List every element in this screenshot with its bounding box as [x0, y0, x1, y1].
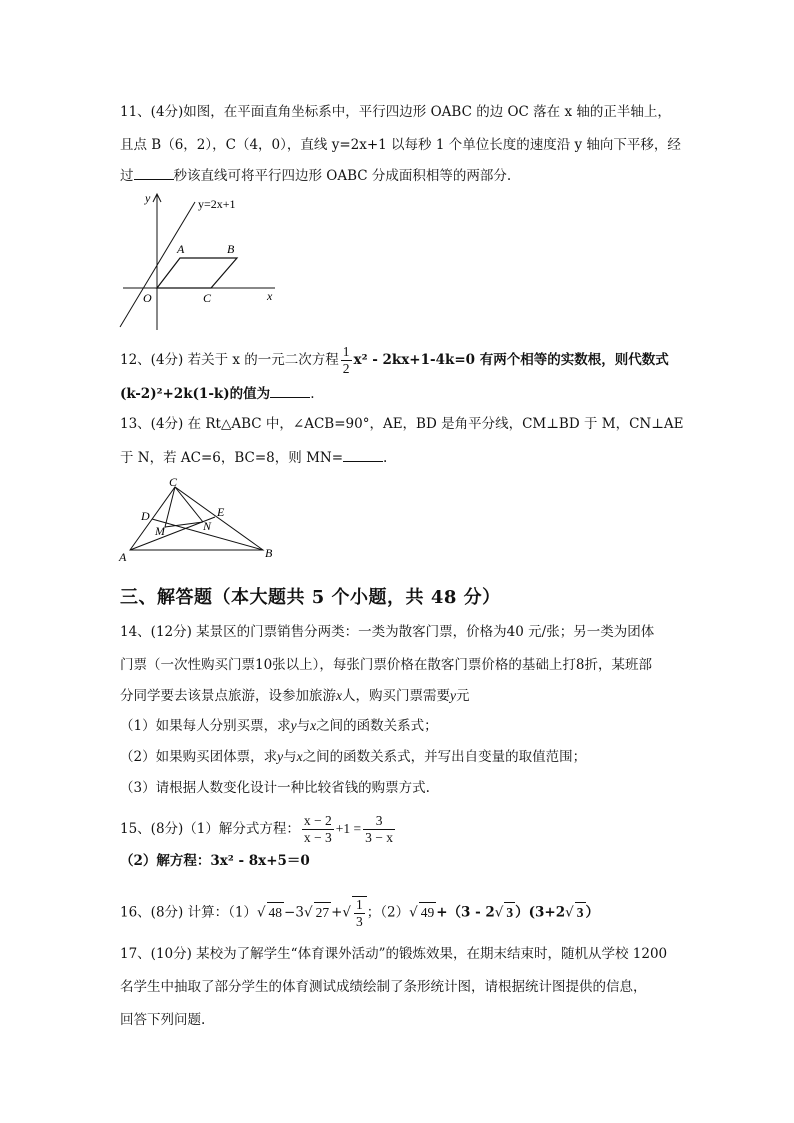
- fraction-3-over-3-minus-x: $\frac{3}{3 - x}$: [365, 813, 393, 845]
- radical-sign: √: [303, 904, 313, 921]
- q16-line-1: 16、(8分) 计算：（1）√ 48 −3√ 27 +√ $\frac{1}{3}$ ；（2）√ 49 +（3 - 2√ 3 ）(3+2√ 3 ）: [120, 897, 600, 929]
- fig13-point-n: N: [203, 519, 212, 533]
- section-3-heading: 三、解答题（本大题共 5 个小题，共 48 分）: [120, 587, 501, 608]
- q14-sub-2: （2）如果购买团体票，求y与x之间的函数关系式，并写出自变量的取值范围；: [120, 749, 587, 765]
- q14-line-2: 门票（一次性购买门票10张以上），每张门票价格在散客门票价格的基础上打8折，某班部: [120, 657, 653, 673]
- fig11-point-c: C: [203, 291, 212, 305]
- q11-figure-parallelogram: [115, 190, 285, 335]
- q17-line-3: 回答下列问题.: [120, 1012, 206, 1028]
- fig13-point-e: E: [217, 505, 225, 519]
- fig13-point-d: D: [141, 509, 150, 523]
- q11-line-2: 且点 B（6，2），C（4，0），直线 y=2x+1 以每秒 1 个单位长度的速度沿 y 轴向下平移，经: [120, 137, 681, 153]
- fig11-y-label: y: [145, 191, 151, 205]
- q13-line-1: 13、(4分) 在 Rt△ABC 中，∠ACB=90°，AE，BD 是角平分线，CM⊥BD 于 M，CN⊥AE: [120, 416, 684, 432]
- fraction-one-half: $\frac{1}{2}$: [342, 344, 350, 376]
- radical-sign: √: [565, 904, 574, 921]
- fig11-point-b: B: [227, 242, 235, 256]
- radical-sign: √: [342, 904, 351, 921]
- q15-line-2: （2）解方程：3x² - 8x+5＝0: [120, 853, 310, 869]
- fig13-point-a: A: [119, 550, 127, 564]
- triangle-abc: [130, 487, 263, 550]
- fig11-x-label: x: [267, 289, 273, 303]
- q14-line-1: 14、(12分) 某景区的门票销售分两类：一类为散客门票，价格为40 元/张；另一类为团体: [120, 624, 655, 640]
- radical-sign: √: [494, 904, 504, 921]
- q11-line-3: 过 秒该直线可将平行四边形 OABC 分成面积相等的两部分.: [120, 165, 511, 186]
- segment-cm: [165, 487, 175, 527]
- q15-line-1: 15、(8分)（1）解分式方程： $\frac{x - 2}{x - 3}$ +1 = $\frac{3}{3 - x}$: [120, 813, 393, 845]
- q11-line-1: 11、(4分)如图，在平面直角坐标系中，平行四边形 OABC 的边 OC 落在 x 轴的正半轴上，: [120, 104, 671, 120]
- fraction-one-third: $\frac{1}{3}$: [355, 897, 363, 929]
- q17-line-2: 名学生中抽取了部分学生的体育测试成绩绘制了条形统计图，请根据统计图提供的信息，: [120, 979, 647, 995]
- q14-sub-1: （1）如果每人分别买票，求y与x之间的函数关系式；: [120, 718, 438, 734]
- q12-line-2: (k-2)²+2k(1-k)的值为 .: [120, 383, 314, 404]
- parallelogram-oabc: [157, 258, 237, 288]
- fig13-point-m: M: [155, 524, 165, 538]
- q13-figure-triangle: [115, 475, 285, 565]
- answer-blank-q11: [134, 165, 174, 180]
- fig13-point-b: B: [265, 546, 273, 560]
- answer-blank-q12: [270, 383, 310, 398]
- radical-sign: √: [409, 904, 418, 921]
- radical-sign: √: [256, 904, 266, 921]
- q17-line-1: 17、(10分) 某校为了解学生“体育课外活动”的锻炼效果，在期末结束时，随机从学校 1200: [120, 946, 668, 962]
- q14-sub-3: （3）请根据人数变化设计一种比较省钱的购票方式.: [120, 780, 430, 796]
- q14-line-3: 分同学要去该景点旅游，设参加旅游x人，购买门票需要y元: [120, 688, 470, 704]
- fig11-point-a: A: [177, 242, 185, 256]
- q12-line-1: 12、(4分) 若关于 x 的一元二次方程 $\frac{1}{2}$ x² - 2kx+1-4k=0 有两个相等的实数根，则代数式: [120, 344, 669, 376]
- fig11-point-o: O: [143, 291, 152, 305]
- answer-blank-q13: [343, 447, 383, 462]
- q13-line-2: 于 N，若 AC=6，BC=8，则 MN= .: [120, 447, 387, 468]
- fraction-x-minus-2-over-x-minus-3: $\frac{x - 2}{x - 3}$: [303, 813, 332, 845]
- fig13-point-c: C: [169, 475, 178, 489]
- fig11-line-label: y=2x+1: [198, 197, 236, 211]
